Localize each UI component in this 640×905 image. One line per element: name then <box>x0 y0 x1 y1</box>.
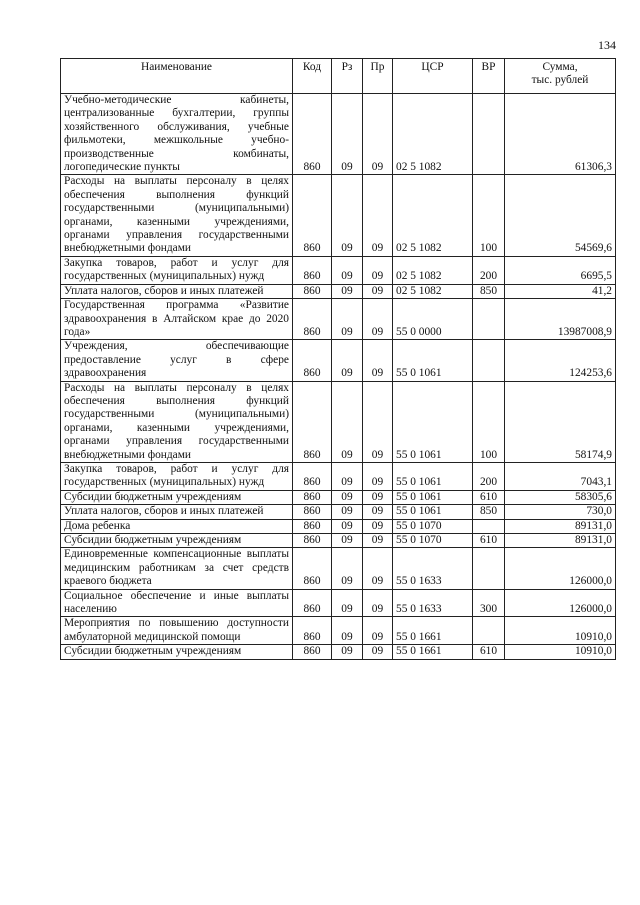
cell-rz: 09 <box>332 256 363 284</box>
cell-sum: 58305,6 <box>505 490 616 504</box>
table-row <box>61 94 616 175</box>
header-rz: Рз <box>332 59 363 94</box>
cell-code: 860 <box>293 589 332 617</box>
header-sum-line2: тыс. рублей <box>531 74 589 87</box>
cell-code: 860 <box>293 617 332 645</box>
cell-vr: 610 <box>473 645 505 659</box>
table-row <box>61 340 616 381</box>
cell-pr: 09 <box>363 256 393 284</box>
cell-code: 860 <box>293 548 332 589</box>
cell-csr: 55 0 1070 <box>393 534 473 548</box>
table-body <box>61 94 616 660</box>
cell-name: Расходы на выплаты персоналу в целях обеспечения выполнения функций государственными (муниципальными) органами, казенными учреждениями, органами управления государственными внебюджетными фондами <box>61 381 293 462</box>
cell-rz: 09 <box>332 645 363 659</box>
cell-vr <box>473 340 505 381</box>
cell-name: Социальное обеспечение и иные выплаты населению <box>61 589 293 617</box>
cell-pr: 09 <box>363 617 393 645</box>
cell-sum: 61306,3 <box>505 94 616 175</box>
cell-rz: 09 <box>332 299 363 340</box>
cell-vr: 200 <box>473 256 505 284</box>
cell-sum: 54569,6 <box>505 175 616 256</box>
cell-csr: 55 0 1633 <box>393 589 473 617</box>
cell-pr: 09 <box>363 548 393 589</box>
cell-vr <box>473 299 505 340</box>
cell-name: Закупка товаров, работ и услуг для государственных (муниципальных) нужд <box>61 462 293 490</box>
cell-sum: 124253,6 <box>505 340 616 381</box>
cell-rz: 09 <box>332 519 363 533</box>
header-sum-line1: Сумма, <box>542 61 578 73</box>
cell-csr: 55 0 0000 <box>393 299 473 340</box>
cell-pr: 09 <box>363 94 393 175</box>
cell-rz: 09 <box>332 617 363 645</box>
cell-rz: 09 <box>332 548 363 589</box>
cell-pr: 09 <box>363 645 393 659</box>
cell-sum: 730,0 <box>505 505 616 519</box>
header-vr: ВР <box>473 59 505 94</box>
cell-rz: 09 <box>332 284 363 298</box>
table-row <box>61 589 616 617</box>
cell-pr: 09 <box>363 589 393 617</box>
cell-rz: 09 <box>332 94 363 175</box>
cell-name: Субсидии бюджетным учреждениям <box>61 490 293 504</box>
table-row <box>61 462 616 490</box>
cell-vr <box>473 548 505 589</box>
cell-csr: 55 0 1061 <box>393 340 473 381</box>
cell-rz: 09 <box>332 534 363 548</box>
cell-code: 860 <box>293 505 332 519</box>
cell-code: 860 <box>293 462 332 490</box>
cell-name: Учебно-методические кабинеты, централизованные бухгалтерии, группы хозяйственного обслуживания, учебные фильмотеки, межшкольные учебно-производственные комбинаты, логопедические пункты <box>61 94 293 175</box>
cell-code: 860 <box>293 381 332 462</box>
cell-sum: 126000,0 <box>505 589 616 617</box>
cell-pr: 09 <box>363 381 393 462</box>
cell-sum: 13987008,9 <box>505 299 616 340</box>
header-code: Код <box>293 59 332 94</box>
cell-pr: 09 <box>363 340 393 381</box>
cell-pr: 09 <box>363 505 393 519</box>
budget-table <box>60 58 616 660</box>
header-pr: Пр <box>363 59 393 94</box>
cell-rz: 09 <box>332 381 363 462</box>
cell-rz: 09 <box>332 505 363 519</box>
cell-pr: 09 <box>363 490 393 504</box>
cell-name: Уплата налогов, сборов и иных платежей <box>61 505 293 519</box>
cell-csr: 55 0 1061 <box>393 505 473 519</box>
cell-csr: 55 0 1061 <box>393 462 473 490</box>
cell-name: Уплата налогов, сборов и иных платежей <box>61 284 293 298</box>
cell-pr: 09 <box>363 175 393 256</box>
cell-vr: 850 <box>473 284 505 298</box>
cell-code: 860 <box>293 645 332 659</box>
cell-csr: 55 0 1061 <box>393 381 473 462</box>
cell-name: Государственная программа «Развитие здравоохранения в Алтайском крае до 2020 года» <box>61 299 293 340</box>
cell-vr: 100 <box>473 175 505 256</box>
table-row <box>61 645 616 659</box>
cell-sum: 41,2 <box>505 284 616 298</box>
cell-sum: 10910,0 <box>505 645 616 659</box>
cell-csr: 02 5 1082 <box>393 175 473 256</box>
cell-pr: 09 <box>363 462 393 490</box>
cell-pr: 09 <box>363 284 393 298</box>
table-row <box>61 175 616 256</box>
cell-name: Дома ребенка <box>61 519 293 533</box>
table-row <box>61 284 616 298</box>
cell-vr <box>473 94 505 175</box>
cell-csr: 55 0 1661 <box>393 645 473 659</box>
header-name: Наименование <box>61 59 293 94</box>
cell-code: 860 <box>293 284 332 298</box>
cell-csr: 55 0 1633 <box>393 548 473 589</box>
cell-code: 860 <box>293 519 332 533</box>
cell-vr: 200 <box>473 462 505 490</box>
cell-name: Субсидии бюджетным учреждениям <box>61 645 293 659</box>
cell-vr: 610 <box>473 534 505 548</box>
table-row <box>61 519 616 533</box>
cell-sum: 89131,0 <box>505 534 616 548</box>
cell-sum: 10910,0 <box>505 617 616 645</box>
cell-code: 860 <box>293 94 332 175</box>
cell-vr <box>473 519 505 533</box>
cell-name: Мероприятия по повышению доступности амбулаторной медицинской помощи <box>61 617 293 645</box>
cell-csr: 55 0 1661 <box>393 617 473 645</box>
cell-sum: 58174,9 <box>505 381 616 462</box>
table-row <box>61 299 616 340</box>
cell-csr: 55 0 1061 <box>393 490 473 504</box>
cell-sum: 7043,1 <box>505 462 616 490</box>
cell-vr: 100 <box>473 381 505 462</box>
cell-rz: 09 <box>332 589 363 617</box>
cell-sum: 6695,5 <box>505 256 616 284</box>
cell-rz: 09 <box>332 462 363 490</box>
cell-name: Субсидии бюджетным учреждениям <box>61 534 293 548</box>
cell-csr: 02 5 1082 <box>393 94 473 175</box>
cell-vr: 850 <box>473 505 505 519</box>
cell-csr: 02 5 1082 <box>393 284 473 298</box>
cell-vr: 300 <box>473 589 505 617</box>
cell-rz: 09 <box>332 490 363 504</box>
cell-code: 860 <box>293 299 332 340</box>
cell-code: 860 <box>293 175 332 256</box>
table-row <box>61 381 616 462</box>
table-row <box>61 505 616 519</box>
cell-vr <box>473 617 505 645</box>
cell-name: Расходы на выплаты персоналу в целях обеспечения выполнения функций государственными (муниципальными) органами, казенными учреждениями, органами управления государственными внебюджетными фондами <box>61 175 293 256</box>
cell-name: Закупка товаров, работ и услуг для государственных (муниципальных) нужд <box>61 256 293 284</box>
cell-code: 860 <box>293 256 332 284</box>
table-row <box>61 490 616 504</box>
cell-code: 860 <box>293 340 332 381</box>
table-row <box>61 548 616 589</box>
page-number: 134 <box>598 38 616 52</box>
cell-sum: 89131,0 <box>505 519 616 533</box>
cell-code: 860 <box>293 534 332 548</box>
table-header-row <box>61 59 616 94</box>
cell-pr: 09 <box>363 299 393 340</box>
cell-pr: 09 <box>363 534 393 548</box>
header-csr: ЦСР <box>393 59 473 94</box>
header-sum <box>505 59 616 94</box>
cell-rz: 09 <box>332 340 363 381</box>
cell-sum: 126000,0 <box>505 548 616 589</box>
cell-vr: 610 <box>473 490 505 504</box>
cell-code: 860 <box>293 490 332 504</box>
cell-csr: 55 0 1070 <box>393 519 473 533</box>
cell-name: Учреждения, обеспечивающие предоставление услуг в сфере здравоохранения <box>61 340 293 381</box>
cell-csr: 02 5 1082 <box>393 256 473 284</box>
cell-pr: 09 <box>363 519 393 533</box>
table-row <box>61 256 616 284</box>
cell-rz: 09 <box>332 175 363 256</box>
cell-name: Единовременные компенсационные выплаты медицинским работникам за счет средств краевого бюджета <box>61 548 293 589</box>
table-row <box>61 617 616 645</box>
table-row <box>61 534 616 548</box>
